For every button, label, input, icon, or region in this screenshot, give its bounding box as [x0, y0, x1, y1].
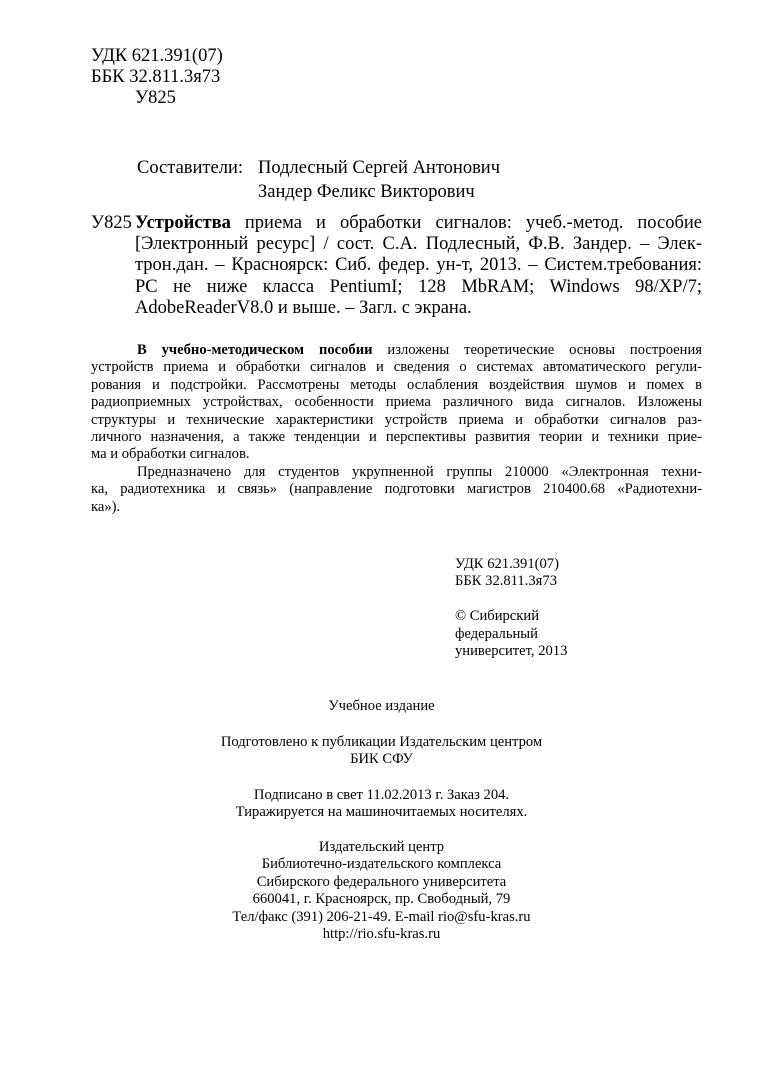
author-mark: У825 — [135, 88, 176, 108]
record-line: AdobeReaderV8.0 и выше. – Загл. с экрана. — [135, 297, 472, 318]
abstract-line: радиоприемных устройствах, особенности приема различного вида сигналов. Изложены — [91, 394, 702, 411]
abstract-line: устройств приема и обработки сигналов и сведения о системах автоматического регули- — [91, 359, 702, 376]
bbk-code: ББК 32.811.3я73 — [455, 573, 557, 590]
purpose-line: ка»). — [91, 498, 121, 515]
bbk-code: ББК 32.811.3я73 — [91, 67, 221, 87]
signed-info — [0, 787, 763, 822]
publisher-line: Библиотечно-издательского комплекса — [261, 856, 502, 873]
publisher-contacts: Тел/факс (391) 206-21-49. E-mail rio@sfu-kras.ru — [232, 908, 531, 925]
udk-code: УДК 621.391(07) — [91, 46, 223, 66]
compiler-name: Зандер Феликс Викторович — [258, 182, 475, 202]
record-line: приема и обработки сигналов: учеб.-метод. пособие — [230, 213, 702, 233]
abstract-line: рования и подстройки. Рассмотрены методы ослабления воздействия шумов и помех в — [91, 376, 702, 393]
signed-line: Тиражируется на машиночитаемых носителях. — [235, 804, 528, 821]
abstract-line: изложены теоретические основы построения — [372, 342, 702, 358]
edition-type-text: Учебное издание — [328, 698, 435, 714]
record-line: PC не ниже класса PentiumI; 128 MbRAM; Windows 98/XP/7; — [135, 276, 702, 297]
purpose-line: ка, радиотехника и связь» (направление подготовки магистров 210400.68 «Радиотехни- — [91, 481, 702, 498]
signed-line: Подписано в свет 11.02.2013 г. Заказ 204. — [253, 787, 510, 803]
copyright-line: федеральный — [455, 625, 538, 642]
publisher-line: Сибирского федерального университета — [256, 873, 507, 890]
compiler-name: Подлесный Сергей Антонович — [258, 158, 501, 178]
abstract-line: личного назначения, а также тенденции и перспективы развития теории и техники прие- — [91, 428, 702, 445]
publisher-address: 660041, г. Красноярск, пр. Свободный, 79 — [252, 891, 511, 908]
copyright-line: © Сибирский — [455, 608, 539, 625]
purpose-line: Предназначено для студентов укрупненной группы 210000 «Электронная техни- — [137, 463, 702, 480]
abstract-line: структуры и технические характеристики устройств приема и обработки сигналов раз- — [91, 411, 702, 428]
abstract-line: ма и обработки сигналов. — [91, 446, 250, 463]
bibliographic-record — [91, 213, 702, 319]
abstract — [91, 342, 702, 516]
copyright-block — [455, 556, 567, 660]
record-line: [Электронный ресурс] / сост. С.А. Подлесный, Ф.В. Зандер. – Элек- — [135, 234, 702, 255]
copyright-line: университет, 2013 — [455, 642, 568, 659]
classification-codes — [91, 46, 223, 109]
record-title: Устройства — [135, 213, 231, 233]
publisher-line: Издательский центр — [318, 839, 445, 855]
udk-code: УДК 621.391(07) — [455, 556, 559, 572]
prepared-line: БИК СФУ — [350, 751, 413, 768]
prepared-by — [0, 734, 763, 769]
prepared-line: Подготовлено к публикации Издательским центром — [220, 734, 543, 750]
compilers — [137, 158, 500, 206]
record-line: трон.дан. – Красноярск: Сиб. федер. ун-т, 2013. – Систем.требования: — [135, 255, 702, 276]
publisher-info — [0, 839, 763, 943]
edition-type — [0, 698, 763, 715]
abstract-lead: В учебно-методическом пособии — [137, 342, 373, 358]
compilers-label: Составители: — [137, 158, 243, 178]
publisher-website: http://rio.sfu-kras.ru — [322, 925, 441, 942]
record-mark: У825 — [91, 213, 132, 233]
